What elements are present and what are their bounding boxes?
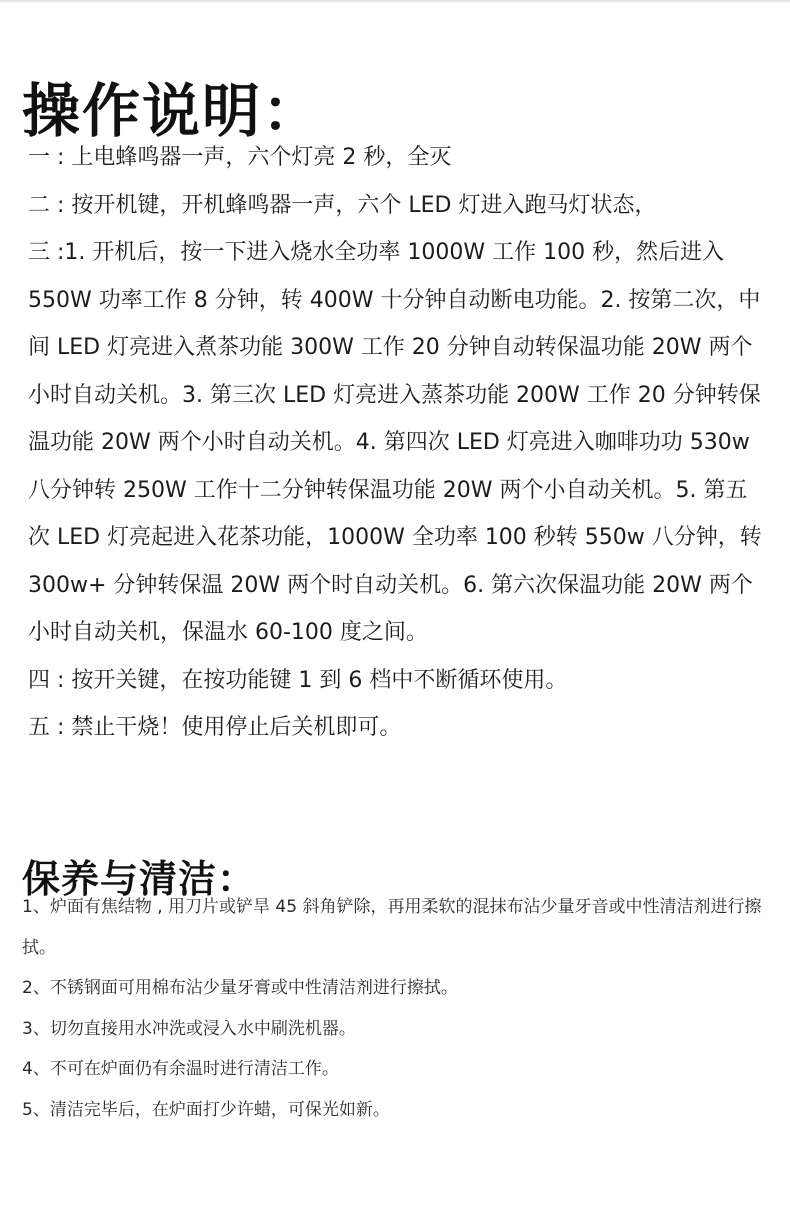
operation-item-2: 二 : 按开机键，开机蜂鸣器一声，六个 LED 灯进入跑马灯状态，: [28, 192, 657, 218]
care-title: 保养与清洁：: [22, 856, 257, 901]
care-item-4: 4、不可在炉面仍有余温时进行清洁工作。: [22, 1059, 339, 1079]
operation-item-5: 五 : 禁止干烧！使用停止后关机即可。: [28, 715, 402, 740]
operation-title: 操作说明：: [22, 76, 323, 145]
care-item-1: 1、炉面有焦结物 , 用刀片或铲旱 45 斜角铲除，再用柔软的混抹布沾少量牙音或中性清洁剂进行擦拭。: [22, 897, 762, 958]
operation-item-1: 一 : 上电蜂鸣器一声，六个灯亮 2 秒，全灭: [28, 145, 452, 170]
top-divider: [0, 0, 790, 2]
care-item-5: 5、清洁完毕后，在炉面打少许蜡，可保光如新。: [22, 1099, 390, 1120]
operation-item-3: 三 :1. 开机后，按一下进入烧水全功率 1000W 工作 100 秒，然后进入 550W 功率工作 8 分钟，转 400W 十分钟自动断电功能。2. 按第二次，中间 LED 灯亮进入煮茶功能 300W 工作 20 分钟自动转保温功能 20W 两个小时自动关机。3. 第三次 LED 灯亮进入蒸茶功能 200W 工作 20 分钟转保温功能 20W 两个小时自动关机。4. 第四次 LED 灯亮进入咖啡功功 530w 八分钟转 250W 工作十二分钟转保温功能 20W 两个小自动关机。5. 第五次 LED 灯亮起进入花茶功能，1000W 全功率 100 秒转 550w 八分钟，转 300w+ 分钟转保温 20W 两个时自动关机。6. 第六次保温功能 20W 两个小时自动关机，保温水 60-100 度之间。: [28, 240, 762, 645]
care-item-2: 2、不锈钢面可用棉布沾少量牙膏或中性清洁剂进行擦拭。: [22, 978, 458, 998]
care-list: [22, 887, 772, 1130]
operation-list: [28, 134, 768, 752]
care-item-3: 3、切勿直接用水冲洗或浸入水中刷洗机器。: [22, 1018, 356, 1039]
operation-item-4: 四 : 按开关键，在按功能键 1 到 6 档中不断循环使用。: [28, 667, 568, 693]
